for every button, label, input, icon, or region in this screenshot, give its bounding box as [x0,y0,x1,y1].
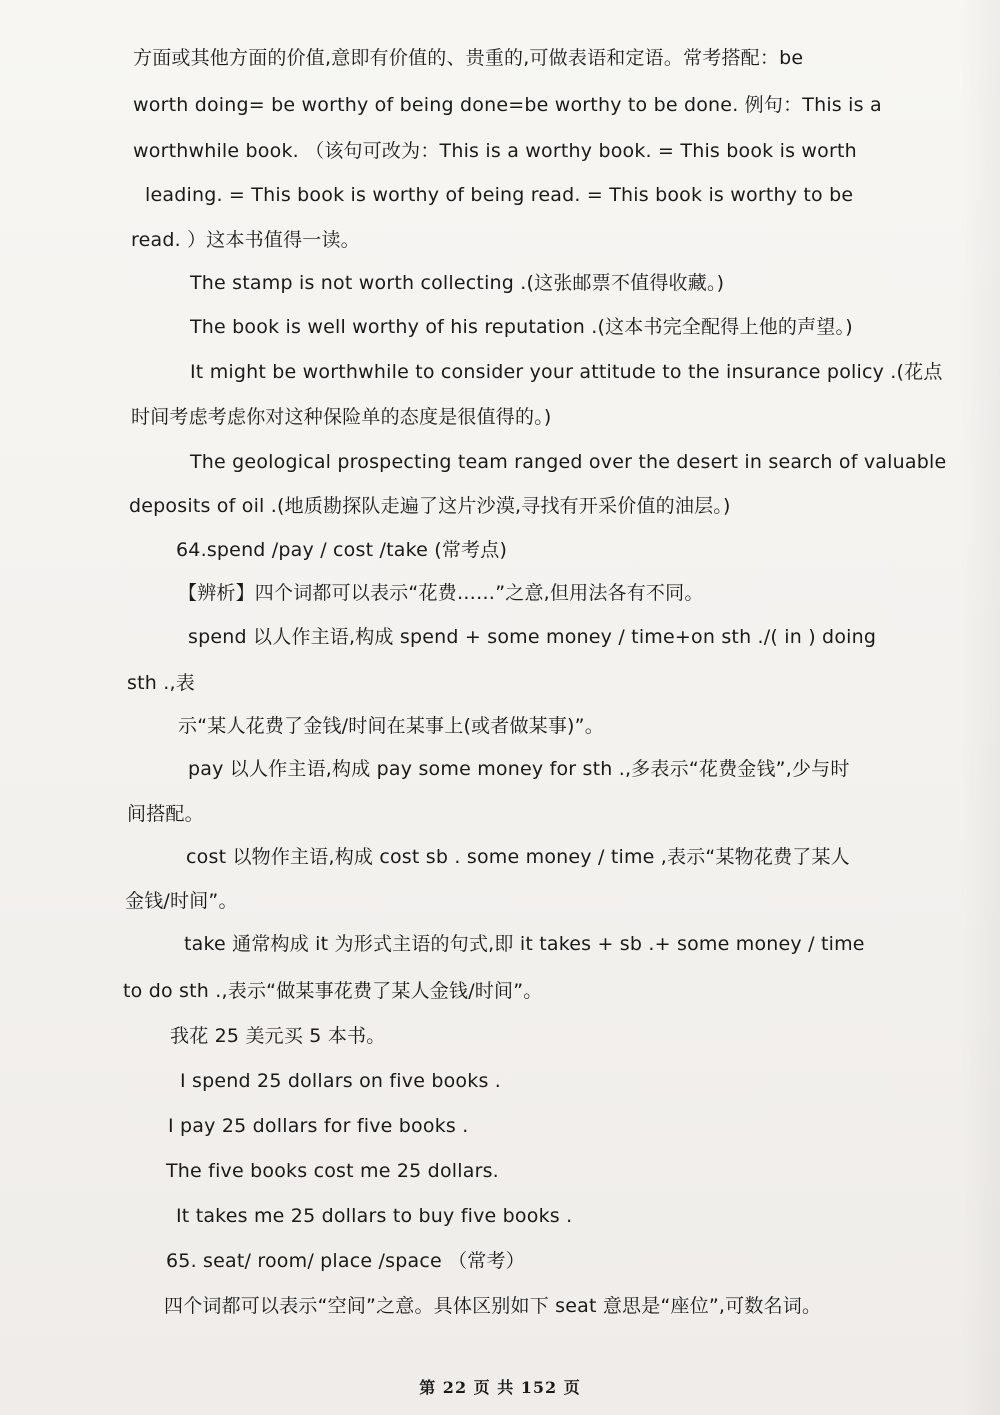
text-line: read. ）这本书值得一读。 [131,229,360,251]
text-line: It might be worthwhile to consider your attitude to the insurance policy .(花点 [190,361,943,383]
text-line: cost 以物作主语,构成 cost sb . some money / time ,表示“某物花费了某人 [186,846,850,868]
text-line: worth doing= be worthy of being done=be worthy to be done. 例句：This is a [133,94,882,116]
text-line: leading. = This book is worthy of being read. = This book is worthy to be [145,184,854,206]
text-line: spend 以人作主语,构成 spend + some money / time+on sth ./( in ) doing [188,626,877,648]
text-line: deposits of oil .(地质勘探队走遍了这片沙漠,寻找有开采价值的油层。) [129,495,731,517]
page-number-footer: 第 22 页 共 152 页 [419,1378,581,1397]
text-line: 四个词都可以表示“空间”之意。具体区别如下 seat 意思是“座位”,可数名词。 [164,1295,822,1317]
text-line: to do sth .,表示“做某事花费了某人金钱/时间”。 [123,980,543,1002]
example-sentence: It takes me 25 dollars to buy five books . [176,1205,573,1227]
text-line: worthwhile book. （该句可改为：This is a worthy book. = This book is worth [133,140,857,162]
text-line: The book is well worthy of his reputation .(这本书完全配得上他的声望。) [190,316,853,338]
text-line: pay 以人作主语,构成 pay some money for sth .,多表示“花费金钱”,少与时 [188,758,850,780]
text-line: take 通常构成 it 为形式主语的句式,即 it takes + sb .+ some money / time [184,933,865,955]
text-line: 示“某人花费了金钱/时间在某事上(或者做某事)”。 [178,715,604,737]
text-line: The stamp is not worth collecting .(这张邮票不值得收藏。) [190,272,725,294]
text-line: sth .,表 [127,672,195,694]
text-line: 我花 25 美元买 5 本书。 [170,1025,386,1047]
example-sentence: I spend 25 dollars on five books . [180,1070,502,1092]
text-line: 金钱/时间”。 [125,890,238,912]
text-line: 间搭配。 [127,803,204,825]
text-line: 时间考虑考虑你对这种保险单的态度是很值得的。) [131,406,552,428]
example-sentence: The five books cost me 25 dollars. [166,1160,499,1182]
text-line: The geological prospecting team ranged over the desert in search of valuable [190,451,947,473]
text-line: 方面或其他方面的价值,意即有价值的、贵重的,可做表语和定语。常考搭配：be [133,47,804,69]
page-edge-shadow [960,0,1000,1415]
section-heading: 64.spend /pay / cost /take (常考点) [176,539,508,561]
text-line: 【辨析】四个词都可以表示“花费……”之意,但用法各有不同。 [178,582,704,604]
section-heading: 65. seat/ room/ place /space （常考） [166,1250,525,1272]
example-sentence: I pay 25 dollars for five books . [168,1115,469,1137]
